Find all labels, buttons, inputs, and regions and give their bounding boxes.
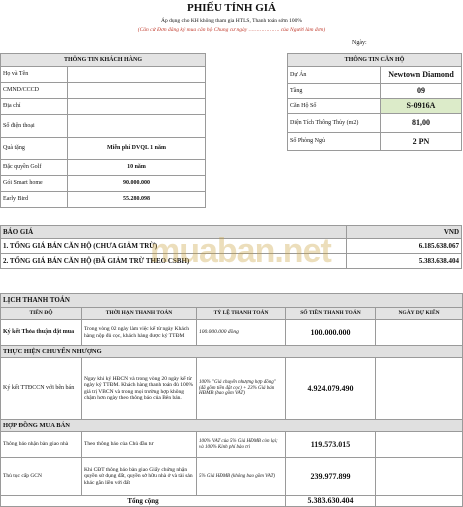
apartment-label: Tầng <box>288 84 381 99</box>
schedule-amount: 4.924.079.490 <box>286 358 376 420</box>
apartment-info-table <box>287 53 462 151</box>
schedule-date <box>376 320 463 346</box>
watermark-logo: muaban.net <box>150 232 331 270</box>
payment-schedule-table <box>0 293 463 507</box>
customer-value: 55.280.098 <box>68 192 206 208</box>
apartment-value: 09 <box>381 84 462 99</box>
customer-label: Early Bird <box>1 192 68 208</box>
apartment-info-header: THÔNG TIN CĂN HỘ <box>288 54 462 67</box>
customer-value: Miễn phí DVQL 1 năm <box>68 138 206 160</box>
customer-label: Đặc quyền Golf <box>1 160 68 176</box>
schedule-column-header: TIẾN ĐỘ <box>1 308 82 320</box>
document-title: PHIẾU TÍNH GIÁ <box>186 2 277 14</box>
customer-value <box>68 83 206 99</box>
schedule-rate: 5% Giá HĐMB (không bao gồm VAT) <box>197 458 286 496</box>
customer-label: Địa chỉ <box>1 99 68 115</box>
schedule-total-value: 5.383.630.404 <box>286 496 376 507</box>
schedule-date <box>376 432 463 458</box>
apartment-value: 2 PN <box>381 133 462 151</box>
schedule-column-header: NGÀY DỰ KIẾN <box>376 308 463 320</box>
schedule-amount: 119.573.015 <box>286 432 376 458</box>
apartment-label: Căn Hộ Số <box>288 99 381 114</box>
schedule-date <box>376 358 463 420</box>
quote-header: BÁO GIÁ <box>1 226 347 239</box>
customer-value <box>68 67 206 83</box>
document-note: (Căn cứ Đơn đăng ký mua căn hộ Chung cư ngày ………………. của Người làm đơn) <box>137 27 326 33</box>
apartment-label: Dự Án <box>288 67 381 84</box>
schedule-stage: Ký kết Thỏa thuận đặt mua <box>1 320 82 346</box>
customer-value: 10 năm <box>68 160 206 176</box>
schedule-stage: Ký kết TTĐCCN với bên bán <box>1 358 82 420</box>
quote-row-label: 2. TỔNG GIÁ BÁN CĂN HỘ (ĐÃ GIẢM TRỪ THEO CSBH) <box>1 254 347 269</box>
customer-label: Quà tặng <box>1 138 68 160</box>
schedule-rate: 100% VAT của 5% Giá HĐMB còn lại; và 100% Kinh phí bảo trì <box>197 432 286 458</box>
customer-info-table <box>0 53 206 208</box>
customer-info-header: THÔNG TIN KHÁCH HÀNG <box>1 54 206 67</box>
schedule-section-title: HỢP ĐỒNG MUA BÁN <box>1 420 463 432</box>
customer-label: Gói Smart home <box>1 176 68 192</box>
schedule-column-header: THỜI HẠN THANH TOÁN <box>82 308 197 320</box>
quote-row-label: 1. TỔNG GIÁ BÁN CĂN HỘ (CHƯA GIẢM TRỪ) <box>1 239 347 254</box>
apartment-value: Newtown Diamond <box>381 67 462 84</box>
customer-value <box>68 99 206 115</box>
schedule-term: Ngay khi ký HĐCN và trong vòng 20 ngày kể từ ngày ký TTĐM. Khách hàng thanh toán đủ 100% giá trị VBCN và trong mọi trường hợp không chậm hơn ngày theo thông báo của Bên bán. <box>82 358 197 420</box>
customer-label: Họ và Tên <box>1 67 68 83</box>
customer-label: CMND/CCCD <box>1 83 68 99</box>
schedule-term: Trong vòng 02 ngày làm việc kể từ ngày Khách hàng nộp đủ cọc, khách hàng được ký TTĐM <box>82 320 197 346</box>
schedule-column-header: TỶ LỆ THANH TOÁN <box>197 308 286 320</box>
quote-row-value: 6.185.638.067 <box>347 239 462 254</box>
schedule-section-title: THỰC HIỆN CHUYỂN NHƯỢNG <box>1 346 463 358</box>
customer-label: Số điện thoại <box>1 115 68 138</box>
schedule-total-date <box>376 496 463 507</box>
date-label: Ngày: <box>352 40 367 46</box>
quote-row-value: 5.383.638.404 <box>347 254 462 269</box>
document-subtitle: Áp dụng cho KH không tham gia HTLS, Thanh toán sớm 100% <box>161 18 302 24</box>
customer-value <box>68 115 206 138</box>
schedule-header: LỊCH THANH TOÁN <box>1 294 463 308</box>
schedule-total-label: Tổng cộng <box>1 496 286 507</box>
schedule-stage: Thông báo nhận bàn giao nhà <box>1 432 82 458</box>
schedule-stage: Thủ tục cấp GCN <box>1 458 82 496</box>
schedule-date <box>376 458 463 496</box>
schedule-column-header: SỐ TIỀN THANH TOÁN <box>286 308 376 320</box>
customer-value: 90.000.000 <box>68 176 206 192</box>
schedule-rate: 100.000.000 đồng <box>197 320 286 346</box>
schedule-amount: 239.977.899 <box>286 458 376 496</box>
apartment-label: Diện Tích Thông Thủy (m2) <box>288 114 381 133</box>
apartment-value: 81,00 <box>381 114 462 133</box>
apartment-label: Số Phòng Ngủ <box>288 133 381 151</box>
schedule-amount: 100.000.000 <box>286 320 376 346</box>
schedule-rate: 100% "Giá chuyển nhượng hợp đồng" (đã gồm tiền đặt cọc) + 23% Giá bán HĐMB (bao gồm VAT) <box>197 358 286 420</box>
apartment-value: S-0916A <box>381 99 462 114</box>
schedule-term: Theo thông báo của Chủ đầu tư <box>82 432 197 458</box>
schedule-term: Khi CĐT thông báo bàn giao Giấy chứng nhận quyền sử dụng đất, quyền sở hữu nhà ở và tài sản khác gắn liền với đất <box>82 458 197 496</box>
quote-currency: VND <box>347 226 462 239</box>
